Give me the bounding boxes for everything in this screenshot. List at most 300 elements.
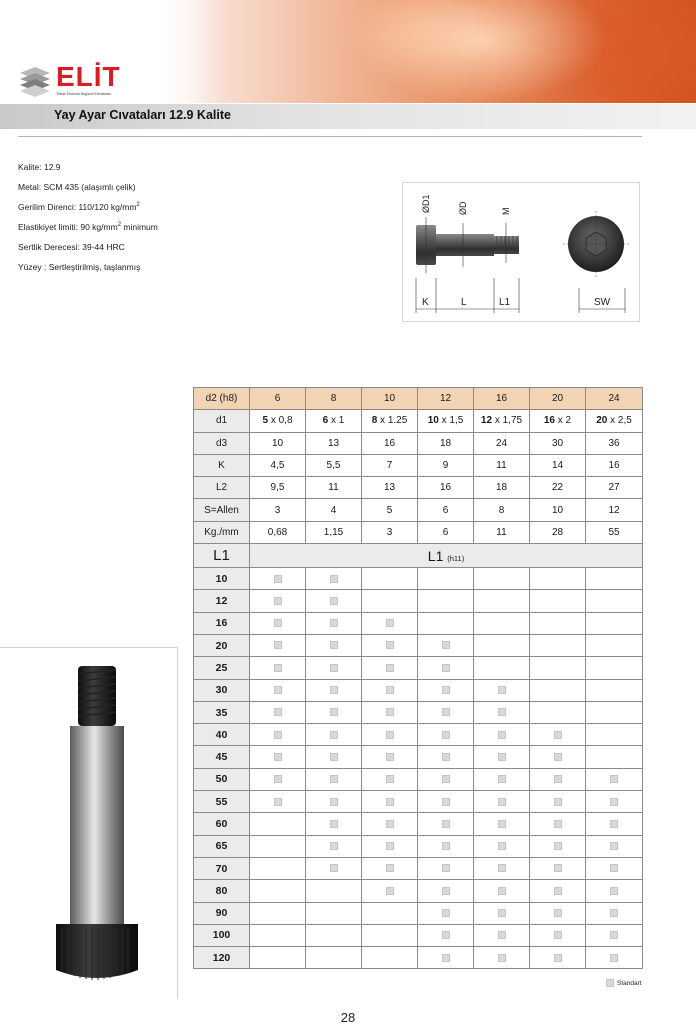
table-cell: 10 x 1,5 <box>418 410 474 432</box>
length-label-cell: 120 <box>194 947 250 969</box>
table-cell: 22 <box>530 477 586 499</box>
row-label-cell: d1 <box>194 410 250 432</box>
availability-cell <box>586 679 643 701</box>
elit-logo <box>18 62 128 100</box>
standard-marker-icon <box>610 864 618 872</box>
availability-cell <box>306 813 362 835</box>
availability-cell <box>250 947 306 969</box>
standard-marker-icon <box>330 753 338 761</box>
availability-cell <box>474 857 530 879</box>
availability-cell <box>362 657 418 679</box>
availability-cell <box>530 902 586 924</box>
availability-cell <box>250 746 306 768</box>
standard-marker-icon <box>442 954 450 962</box>
header-label-cell: d2 (h8) <box>194 388 250 410</box>
availability-cell <box>474 835 530 857</box>
length-label-cell: 12 <box>194 590 250 612</box>
table-cell: 3 <box>250 499 306 521</box>
availability-cell <box>530 947 586 969</box>
availability-cell <box>530 612 586 634</box>
length-row <box>194 724 643 746</box>
length-row <box>194 791 643 813</box>
logo-tagline: Teknik Endüstri Bağlantı Elemanları <box>56 92 112 96</box>
availability-cell <box>306 657 362 679</box>
availability-cell <box>530 568 586 590</box>
availability-cell <box>418 634 474 656</box>
table-cell: 9 <box>418 454 474 476</box>
standard-marker-icon <box>554 775 562 783</box>
availability-cell <box>586 947 643 969</box>
standard-marker-icon <box>330 731 338 739</box>
availability-cell <box>362 568 418 590</box>
length-label-cell: 10 <box>194 568 250 590</box>
table-row <box>194 410 643 432</box>
standard-marker-icon <box>442 664 450 672</box>
standard-marker-icon <box>386 887 394 895</box>
availability-cell <box>250 634 306 656</box>
availability-cell <box>586 791 643 813</box>
availability-cell <box>586 657 643 679</box>
length-row <box>194 568 643 590</box>
standard-marker-icon <box>330 842 338 850</box>
spec-metal: Metal: SCM 435 (alaşımlı çelik) <box>18 182 136 192</box>
availability-cell <box>418 679 474 701</box>
availability-cell <box>474 924 530 946</box>
availability-cell <box>530 746 586 768</box>
table-cell: 18 <box>474 477 530 499</box>
availability-cell <box>418 924 474 946</box>
standard-marker-icon <box>386 619 394 627</box>
label-sw: SW <box>594 297 611 308</box>
legend-marker-icon <box>606 979 614 987</box>
standard-marker-icon <box>498 954 506 962</box>
availability-cell <box>362 724 418 746</box>
availability-cell <box>362 768 418 790</box>
availability-cell <box>418 947 474 969</box>
standard-marker-icon <box>386 753 394 761</box>
availability-cell <box>250 701 306 723</box>
availability-cell <box>586 746 643 768</box>
standard-marker-icon <box>610 887 618 895</box>
standard-marker-icon <box>386 686 394 694</box>
length-row <box>194 924 643 946</box>
standard-marker-icon <box>386 708 394 716</box>
length-label-cell: 80 <box>194 880 250 902</box>
table-cell: 5 x 0,8 <box>250 410 306 432</box>
availability-cell <box>362 634 418 656</box>
availability-cell <box>362 835 418 857</box>
availability-cell <box>530 724 586 746</box>
availability-cell <box>250 590 306 612</box>
size-header-cell: 6 <box>250 388 306 410</box>
availability-cell <box>530 924 586 946</box>
standard-marker-icon <box>498 842 506 850</box>
spec-kalite: Kalite: 12.9 <box>18 162 61 172</box>
length-row <box>194 679 643 701</box>
spec-gerilim: Gerilim Direnci: 110/120 $kg/mm^2$ <box>18 202 140 212</box>
table-cell: 13 <box>306 432 362 454</box>
availability-cell <box>306 634 362 656</box>
availability-cell <box>418 768 474 790</box>
availability-cell <box>474 746 530 768</box>
standard-marker-icon <box>442 798 450 806</box>
length-label-cell: 45 <box>194 746 250 768</box>
label-l: L <box>461 297 467 308</box>
standard-marker-icon <box>498 798 506 806</box>
length-row <box>194 590 643 612</box>
table-cell: 13 <box>362 477 418 499</box>
availability-cell <box>362 813 418 835</box>
standard-marker-icon <box>554 864 562 872</box>
availability-cell <box>250 835 306 857</box>
availability-cell <box>362 590 418 612</box>
standard-marker-icon <box>386 641 394 649</box>
availability-cell <box>418 746 474 768</box>
standard-marker-icon <box>554 887 562 895</box>
standard-marker-icon <box>442 864 450 872</box>
availability-cell <box>250 880 306 902</box>
standard-marker-icon <box>554 731 562 739</box>
standard-marker-icon <box>330 775 338 783</box>
availability-cell <box>306 590 362 612</box>
availability-cell <box>418 857 474 879</box>
header-banner-image <box>160 0 696 103</box>
length-label-cell: 60 <box>194 813 250 835</box>
standard-marker-icon <box>442 731 450 739</box>
availability-cell <box>474 791 530 813</box>
length-label-cell: 16 <box>194 612 250 634</box>
availability-cell <box>474 724 530 746</box>
table-header-row <box>194 388 643 410</box>
label-k: K <box>422 297 429 308</box>
table-cell: 4,5 <box>250 454 306 476</box>
standard-marker-icon <box>498 708 506 716</box>
table-cell: 14 <box>530 454 586 476</box>
standard-marker-icon <box>330 864 338 872</box>
row-label-cell: K <box>194 454 250 476</box>
availability-cell <box>474 768 530 790</box>
standard-marker-icon <box>386 820 394 828</box>
table-cell: 16 <box>586 454 643 476</box>
dimension-table <box>193 387 643 969</box>
standard-marker-icon <box>610 909 618 917</box>
length-row <box>194 813 643 835</box>
availability-cell <box>530 880 586 902</box>
standard-marker-icon <box>274 686 282 694</box>
standard-marker-icon <box>330 619 338 627</box>
size-header-cell: 24 <box>586 388 643 410</box>
availability-cell <box>250 612 306 634</box>
table-cell: 8 x 1.25 <box>362 410 418 432</box>
availability-cell <box>306 568 362 590</box>
availability-cell <box>306 924 362 946</box>
availability-cell <box>418 902 474 924</box>
size-header-cell: 16 <box>474 388 530 410</box>
table-cell: 7 <box>362 454 418 476</box>
availability-cell <box>362 947 418 969</box>
availability-cell <box>418 612 474 634</box>
availability-cell <box>362 791 418 813</box>
legend <box>606 979 642 987</box>
standard-marker-icon <box>610 820 618 828</box>
availability-cell <box>418 724 474 746</box>
standard-marker-icon <box>330 798 338 806</box>
standard-marker-icon <box>386 842 394 850</box>
standard-marker-icon <box>610 954 618 962</box>
l1-title-cell: L1 (h11) <box>250 544 643 568</box>
availability-cell <box>418 590 474 612</box>
standard-marker-icon <box>386 798 394 806</box>
page-title: Yay Ayar Cıvataları 12.9 Kalite <box>54 108 231 122</box>
standard-marker-icon <box>330 641 338 649</box>
availability-cell <box>418 791 474 813</box>
table-cell: 20 x 2,5 <box>586 410 643 432</box>
availability-cell <box>530 634 586 656</box>
table-row <box>194 499 643 521</box>
standard-marker-icon <box>498 753 506 761</box>
availability-cell <box>250 724 306 746</box>
spec-sertlik: Sertlik Derecesi: 39-44 HRC <box>18 242 125 252</box>
availability-cell <box>530 679 586 701</box>
standard-marker-icon <box>386 664 394 672</box>
availability-cell <box>306 612 362 634</box>
length-row <box>194 634 643 656</box>
standard-marker-icon <box>554 820 562 828</box>
availability-cell <box>586 924 643 946</box>
spec-list <box>18 157 158 277</box>
standard-marker-icon <box>554 931 562 939</box>
standard-marker-icon <box>498 864 506 872</box>
availability-cell <box>250 679 306 701</box>
standard-marker-icon <box>442 820 450 828</box>
standard-marker-icon <box>274 619 282 627</box>
standard-marker-icon <box>554 909 562 917</box>
standard-marker-icon <box>274 731 282 739</box>
table-cell: 18 <box>418 432 474 454</box>
availability-cell <box>362 857 418 879</box>
standard-marker-icon <box>442 842 450 850</box>
length-label-cell: 40 <box>194 724 250 746</box>
availability-cell <box>250 902 306 924</box>
availability-cell <box>586 902 643 924</box>
length-row <box>194 612 643 634</box>
l1-label-cell: L1 <box>194 544 250 568</box>
legend-label: Standart <box>617 979 642 987</box>
table-cell: 4 <box>306 499 362 521</box>
size-header-cell: 12 <box>418 388 474 410</box>
length-label-cell: 65 <box>194 835 250 857</box>
page-header <box>0 0 696 103</box>
availability-cell <box>306 724 362 746</box>
row-label-cell: L2 <box>194 477 250 499</box>
divider <box>18 136 642 137</box>
table-row <box>194 432 643 454</box>
availability-cell <box>474 880 530 902</box>
availability-cell <box>250 768 306 790</box>
size-header-cell: 20 <box>530 388 586 410</box>
availability-cell <box>474 679 530 701</box>
availability-cell <box>418 835 474 857</box>
size-header-cell: 10 <box>362 388 418 410</box>
table-cell: 10 <box>250 432 306 454</box>
availability-cell <box>474 947 530 969</box>
table-cell: 8 <box>474 499 530 521</box>
standard-marker-icon <box>442 909 450 917</box>
availability-cell <box>306 701 362 723</box>
standard-marker-icon <box>442 753 450 761</box>
length-row <box>194 701 643 723</box>
table-row <box>194 454 643 476</box>
standard-marker-icon <box>498 775 506 783</box>
table-cell: 30 <box>530 432 586 454</box>
length-row <box>194 880 643 902</box>
availability-cell <box>362 924 418 946</box>
standard-marker-icon <box>442 686 450 694</box>
table-cell: 16 <box>418 477 474 499</box>
table-cell: 10 <box>530 499 586 521</box>
standard-marker-icon <box>554 753 562 761</box>
availability-cell <box>418 657 474 679</box>
logo-wordmark: ELİT <box>56 61 121 92</box>
availability-cell <box>306 835 362 857</box>
availability-cell <box>530 813 586 835</box>
standard-marker-icon <box>330 686 338 694</box>
availability-cell <box>418 813 474 835</box>
availability-cell <box>306 679 362 701</box>
availability-cell <box>530 590 586 612</box>
table-cell: 28 <box>530 521 586 543</box>
row-label-cell: d3 <box>194 432 250 454</box>
standard-marker-icon <box>330 708 338 716</box>
table-cell: 36 <box>586 432 643 454</box>
length-row <box>194 947 643 969</box>
standard-marker-icon <box>274 575 282 583</box>
availability-cell <box>418 701 474 723</box>
availability-cell <box>530 768 586 790</box>
availability-cell <box>474 657 530 679</box>
table-cell: 3 <box>362 521 418 543</box>
availability-cell <box>530 791 586 813</box>
availability-cell <box>586 768 643 790</box>
availability-cell <box>586 813 643 835</box>
availability-cell <box>474 568 530 590</box>
standard-marker-icon <box>274 775 282 783</box>
availability-cell <box>306 746 362 768</box>
table-row <box>194 477 643 499</box>
table-cell: 12 <box>586 499 643 521</box>
length-label-cell: 90 <box>194 902 250 924</box>
availability-cell <box>250 857 306 879</box>
availability-cell <box>474 902 530 924</box>
table-row <box>194 521 643 543</box>
availability-cell <box>586 590 643 612</box>
availability-cell <box>306 880 362 902</box>
table-cell: 11 <box>474 521 530 543</box>
standard-marker-icon <box>498 887 506 895</box>
availability-cell <box>306 768 362 790</box>
standard-marker-icon <box>610 842 618 850</box>
table-cell: 11 <box>474 454 530 476</box>
table-cell: 0,68 <box>250 521 306 543</box>
availability-cell <box>306 902 362 924</box>
availability-cell <box>530 857 586 879</box>
table-cell: 16 x 2 <box>530 410 586 432</box>
standard-marker-icon <box>610 775 618 783</box>
availability-cell <box>250 657 306 679</box>
standard-marker-icon <box>386 731 394 739</box>
table-cell: 27 <box>586 477 643 499</box>
availability-cell <box>362 880 418 902</box>
standard-marker-icon <box>498 931 506 939</box>
standard-marker-icon <box>274 597 282 605</box>
availability-cell <box>530 835 586 857</box>
availability-cell <box>586 835 643 857</box>
table-cell: 6 <box>418 499 474 521</box>
standard-marker-icon <box>274 798 282 806</box>
label-d1: ØD1 <box>421 194 431 213</box>
length-label-cell: 100 <box>194 924 250 946</box>
standard-marker-icon <box>442 775 450 783</box>
standard-marker-icon <box>442 887 450 895</box>
availability-cell <box>586 724 643 746</box>
spec-elastikiyet: Elastikiyet limiti: 90 $kg/mm^2$ minimum <box>18 222 158 232</box>
length-label-cell: 25 <box>194 657 250 679</box>
length-row <box>194 835 643 857</box>
availability-cell <box>586 568 643 590</box>
availability-cell <box>418 880 474 902</box>
length-row <box>194 768 643 790</box>
table-cell: 16 <box>362 432 418 454</box>
table-cell: 6 x 1 <box>306 410 362 432</box>
availability-cell <box>250 924 306 946</box>
page-number: 28 <box>340 1010 356 1024</box>
length-label-cell: 20 <box>194 634 250 656</box>
label-l1: L1 <box>499 297 511 308</box>
availability-cell <box>530 701 586 723</box>
table-cell: 24 <box>474 432 530 454</box>
availability-cell <box>362 612 418 634</box>
standard-marker-icon <box>274 641 282 649</box>
length-row <box>194 857 643 879</box>
table-cell: 9,5 <box>250 477 306 499</box>
length-label-cell: 55 <box>194 791 250 813</box>
availability-cell <box>474 813 530 835</box>
bolt-photo <box>0 648 178 1000</box>
length-label-cell: 50 <box>194 768 250 790</box>
availability-cell <box>586 880 643 902</box>
spec-yuzey: Yüzey : Sertleştirilmiş, taşlanmış <box>18 262 141 272</box>
availability-cell <box>250 791 306 813</box>
length-label-cell: 70 <box>194 857 250 879</box>
availability-cell <box>586 634 643 656</box>
table-cell: 5,5 <box>306 454 362 476</box>
standard-marker-icon <box>274 708 282 716</box>
availability-cell <box>530 657 586 679</box>
availability-cell <box>306 857 362 879</box>
availability-cell <box>586 701 643 723</box>
technical-drawing <box>402 182 640 322</box>
availability-cell <box>362 902 418 924</box>
availability-cell <box>306 947 362 969</box>
standard-marker-icon <box>274 664 282 672</box>
standard-marker-icon <box>498 909 506 917</box>
row-label-cell: Kg./mm <box>194 521 250 543</box>
standard-marker-icon <box>442 931 450 939</box>
availability-cell <box>362 701 418 723</box>
standard-marker-icon <box>442 641 450 649</box>
availability-cell <box>586 857 643 879</box>
standard-marker-icon <box>554 954 562 962</box>
